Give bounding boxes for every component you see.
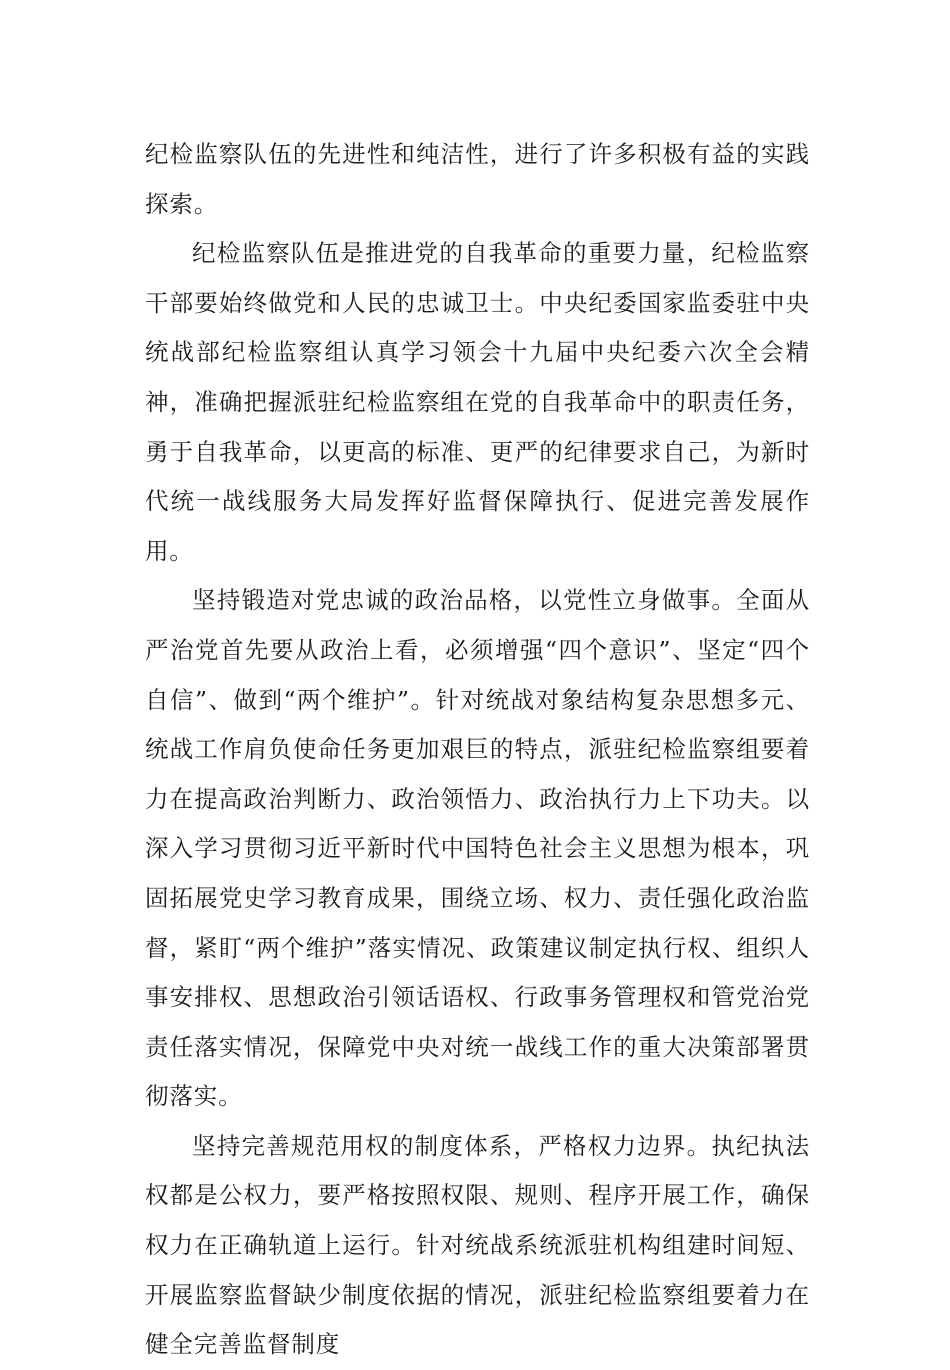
paragraph-political-loyalty: 坚持锻造对党忠诚的政治品格，以党性立身做事。全面从严治党首先要从政治上看，必须增强“四个意识”、坚定“四个自信”、做到“两个维护”。针对统战对象结构复杂思想多元、统战工作肩负使命任务更加艰巨的特点，派驻纪检监察组要着力在提高政治判断力、政治领悟力、政治执行力上下功夫。以深入学习贯彻习近平新时代中国特色社会主义思想为根本，巩固拓展党史学习教育成果，围绕立场、权力、责任强化政治监督，紧盯“两个维护”落实情况、政策建议制定执行权、组织人事安排权、思想政治引领话语权、行政事务管理权和管党治党责任落实情况，保障党中央对统一战线工作的重大决策部署贯彻落实。 [145,586,810,1111]
paragraph-team-role: 纪检监察队伍是推进党的自我革命的重要力量，纪检监察干部要始终做党和人民的忠诚卫士。中央纪委国家监委驻中央统战部纪检监察组认真学习领会十九届中央纪委六次全会精神，准确把握派驻纪检监察组在党的自我革命中的职责任务，勇于自我革命，以更高的标准、更严的纪律要求自己，为新时代统一战线服务大局发挥好监督保障执行、促进完善发展作用。 [145,239,810,565]
paragraph-continued: 纪检监察队伍的先进性和纯洁性，进行了许多积极有益的实践探索。 [145,140,810,218]
paragraph-power-regulation: 坚持完善规范用权的制度体系，严格权力边界。执纪执法权都是公权力，要严格按照权限、规则、程序开展工作，确保权力在正确轨道上运行。针对统战系统派驻机构组建时间短、开展监察监督缺少制度依据的情况，派驻纪检监察组要着力在健全完善监督制度 [145,1131,810,1359]
body-text [145,130,810,1370]
